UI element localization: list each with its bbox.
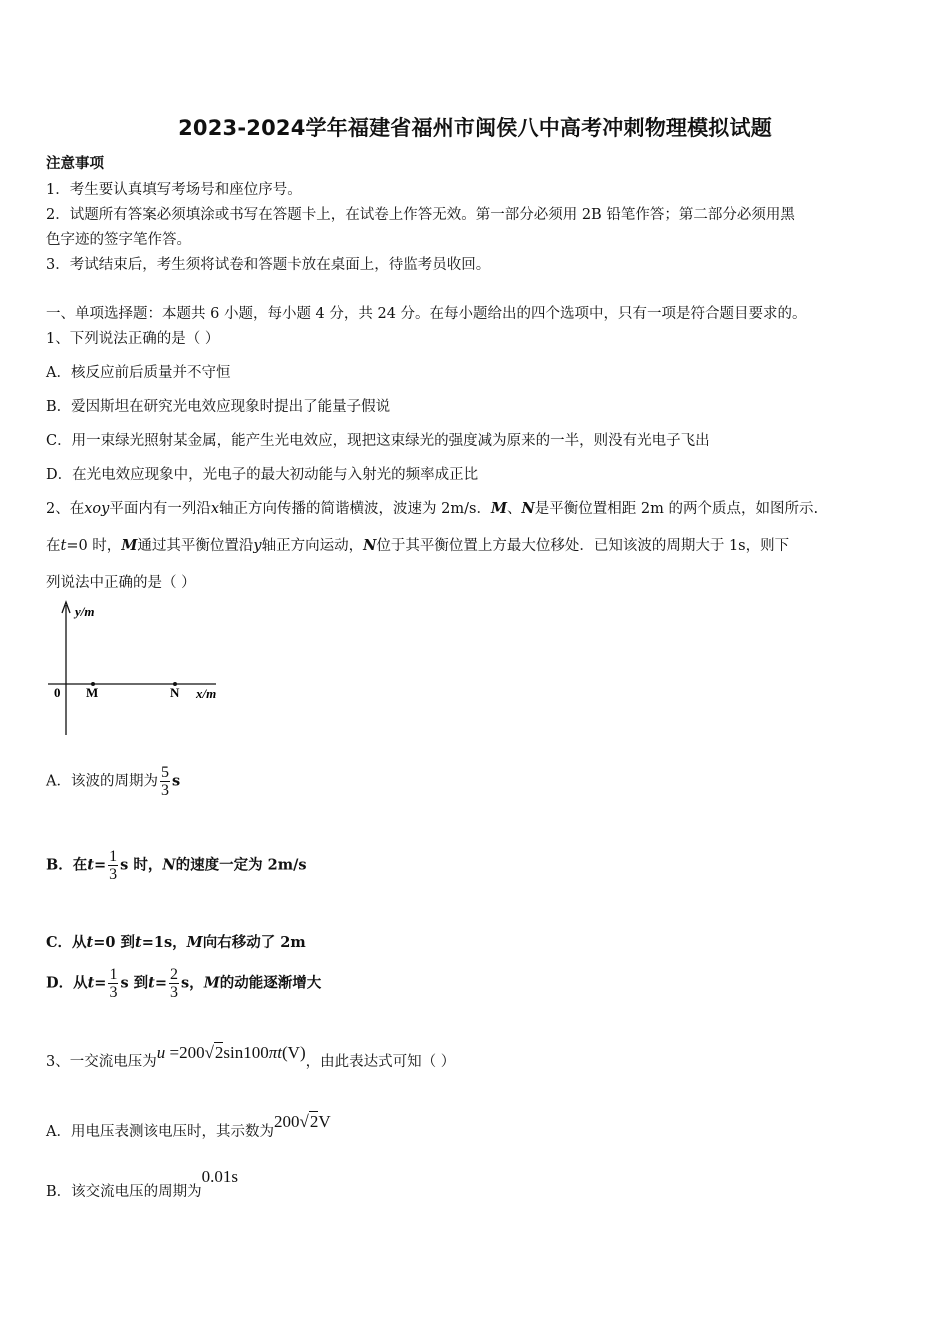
notice-item-1: 1．考生要认真填写考场号和座位序号。: [46, 182, 302, 198]
q3-option-a: A．用电压表测该电压时，其示数为200√2V: [46, 1112, 331, 1140]
q1-option-c: C．用一束绿光照射某金属，能产生光电效应，现把这束绿光的强度减为原来的一半，则没有光电子飞出: [46, 433, 710, 449]
point-m-label: M: [86, 685, 99, 700]
page-title: 2023-2024学年福建省福州市闽侯八中高考冲刺物理模拟试题: [178, 116, 772, 140]
q2-option-c: C．从t=0 到t=1s，M向右移动了 2m: [46, 934, 306, 951]
notice-item-2: 2．试题所有答案必须填涂或书写在答题卡上，在试卷上作答无效。第一部分必须用 2B 铅笔作答；第二部分必须用黑: [46, 207, 795, 223]
q2-option-d: D．从t= $\frac{1}{3}$ s 到t= $\frac{2}{3}$ s，M的动能逐渐增大: [46, 966, 322, 1001]
q1-option-b: B．爱因斯坦在研究光电效应现象时提出了能量子假说: [46, 399, 391, 415]
q2-stem-line3: 列说法中正确的是（ ）: [46, 575, 196, 591]
q1-option-d: D．在光电效应现象中，光电子的最大初动能与入射光的频率成正比: [46, 467, 479, 483]
notice-item-3: 3．考试结束后，考生须将试卷和答题卡放在桌面上，待监考员收回。: [46, 257, 491, 273]
x-axis-label: x/m: [196, 686, 217, 701]
notice-heading: 注意事项: [46, 155, 104, 172]
q2-option-a: A．该波的周期为 $\frac{5}{3}$ s: [46, 764, 181, 799]
notice-item-2-cont: 色字迹的签字笔作答。: [46, 232, 191, 248]
q3-option-b: B．该交流电压的周期为0.01s: [46, 1167, 239, 1200]
q2-wave-figure: [44, 600, 234, 740]
q2-stem-line1: 2、在xoy平面内有一列沿x轴正方向传播的简谐横波，波速为 2m/s．M、N是平衡位置相距 2m 的两个质点，如图所示.: [46, 500, 819, 517]
q1-option-a: A．核反应前后质量并不守恒: [46, 365, 231, 381]
q1-stem: 1、下列说法正确的是（ ）: [46, 331, 220, 347]
q2-option-b: B．在t= $\frac{1}{3}$ s 时，N的速度一定为 2m/s: [46, 848, 307, 883]
point-n-label: N: [170, 685, 180, 700]
origin-label: 0: [54, 685, 61, 700]
y-axis-label: y/m: [75, 604, 95, 619]
q2-stem-line2: 在t=0 时，M通过其平衡位置沿y轴正方向运动，N位于其平衡位置上方最大位移处．已知该波的周期大于 1s，则下: [46, 537, 790, 554]
q3-stem: 3、一交流电压为u =200√2sin100πt(V)，由此表达式可知（ ）: [46, 1043, 456, 1070]
section-heading: 一、单项选择题：本题共 6 小题，每小题 4 分，共 24 分。在每小题给出的四个选项中，只有一项是符合题目要求的。: [46, 306, 807, 322]
